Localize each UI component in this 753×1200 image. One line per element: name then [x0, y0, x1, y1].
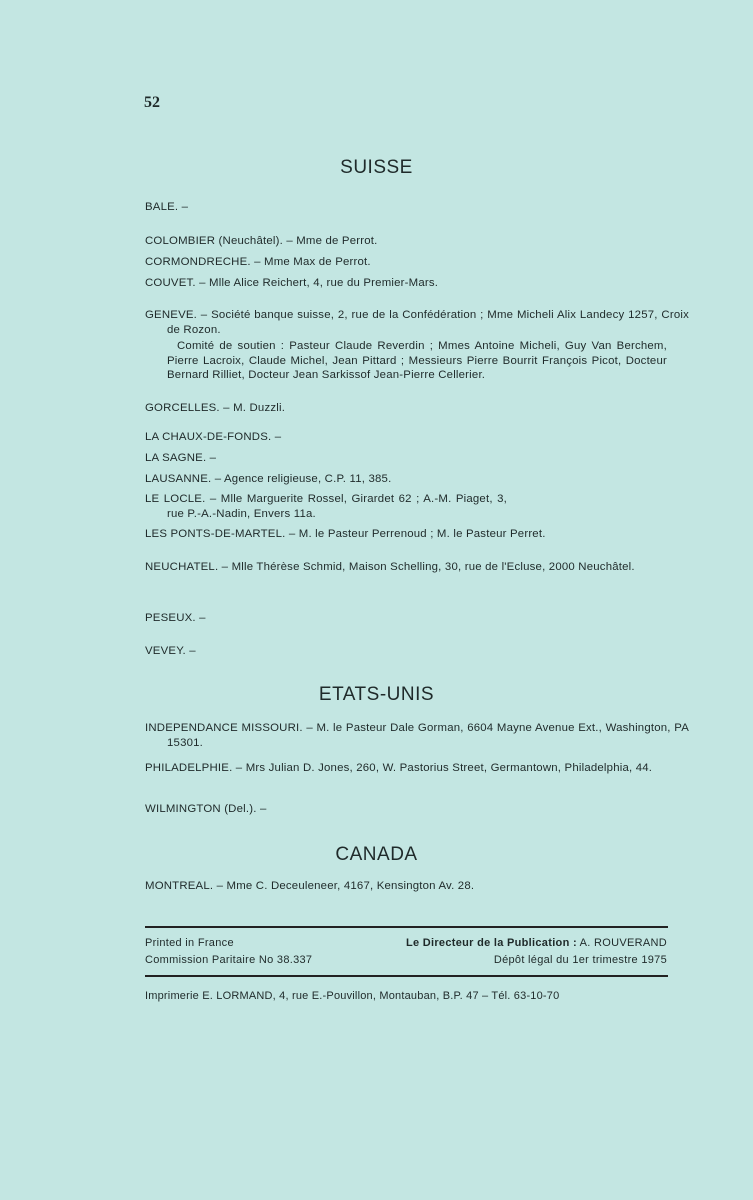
footer-bottom-rule: [145, 975, 668, 977]
footer-commission: Commission Paritaire No 38.337: [145, 954, 313, 966]
footer-imprimerie: Imprimerie E. LORMAND, 4, rue E.-Pouvillon, Montauban, B.P. 47 – Tél. 63-10-70: [145, 990, 560, 1002]
entry-lausanne: LAUSANNE. – Agence religieuse, C.P. 11, 385.: [145, 473, 392, 485]
section-title-etats-unis: ETATS-UNIS: [318, 684, 435, 705]
page-number: 52: [144, 94, 160, 111]
entry-wilmington: WILMINGTON (Del.). –: [145, 803, 267, 815]
entry-ponts-de-martel: LES PONTS-DE-MARTEL. – M. le Pasteur Perrenoud ; M. le Pasteur Perret.: [145, 528, 546, 540]
entry-independance: INDEPENDANCE MISSOURI. – M. le Pasteur Dale Gorman, 6604 Mayne Avenue Ext., Washington, PA 15301.: [145, 722, 689, 749]
entry-neuchatel: NEUCHATEL. – Mlle Thérèse Schmid, Maison Schelling, 30, rue de l'Ecluse, 2000 Neuchâtel.: [145, 561, 635, 573]
entry-gorcelles: GORCELLES. – M. Duzzli.: [145, 402, 286, 414]
entry-vevey: VEVEY. –: [145, 645, 196, 657]
footer-printed: Printed in France: [145, 937, 234, 949]
entry-le-locle: LE LOCLE. – Mlle Marguerite Rossel, Girardet 62 ; A.-M. Piaget, 3, rue P.-A.-Nadin, Envers 11a.: [145, 493, 507, 520]
entry-bale: BALE. –: [145, 201, 189, 213]
entry-chaux-de-fonds: LA CHAUX-DE-FONDS. –: [145, 431, 282, 443]
entry-la-sagne: LA SAGNE. –: [145, 452, 217, 464]
entry-geneve: GENEVE. – Société banque suisse, 2, rue de la Confédération ; Mme Micheli Alix Landecy 1257, Croix de Rozon.: [145, 309, 689, 336]
entry-peseux: PESEUX. –: [145, 612, 206, 624]
footer-directeur-label: Le Directeur de la Publication :: [405, 937, 577, 949]
footer-depot: Dépôt légal du 1er trimestre 1975: [493, 954, 667, 966]
footer-directeur-name: A. ROUVERAND: [579, 937, 667, 949]
entry-geneve-comite: Comité de soutien : Pasteur Claude Reverdin ; Mmes Antoine Micheli, Guy Van Berchem, Pierre Lacroix, Claude Michel, Jean Pittard ; Messieurs Pierre Bourrit François Picot, Docteur Bernard Rilliet, Docteur Jean Sarkissof Jean-Pierre Cellerier.: [167, 340, 667, 381]
section-title-canada: CANADA: [335, 844, 418, 865]
entry-cormondreche: CORMONDRECHE. – Mme Max de Perrot.: [145, 256, 371, 268]
entry-colombier: COLOMBIER (Neuchâtel). – Mme de Perrot.: [145, 235, 378, 247]
footer-directeur: [406, 937, 667, 949]
footer-top-rule: [145, 926, 668, 928]
entry-montreal: MONTREAL. – Mme C. Deceuleneer, 4167, Kensington Av. 28.: [145, 880, 475, 892]
entry-couvet: COUVET. – Mlle Alice Reichert, 4, rue du Premier-Mars.: [145, 277, 439, 289]
section-title-suisse: SUISSE: [340, 157, 413, 178]
entry-philadelphie: PHILADELPHIE. – Mrs Julian D. Jones, 260, W. Pastorius Street, Germantown, Philadelphia, 44.: [145, 762, 653, 774]
